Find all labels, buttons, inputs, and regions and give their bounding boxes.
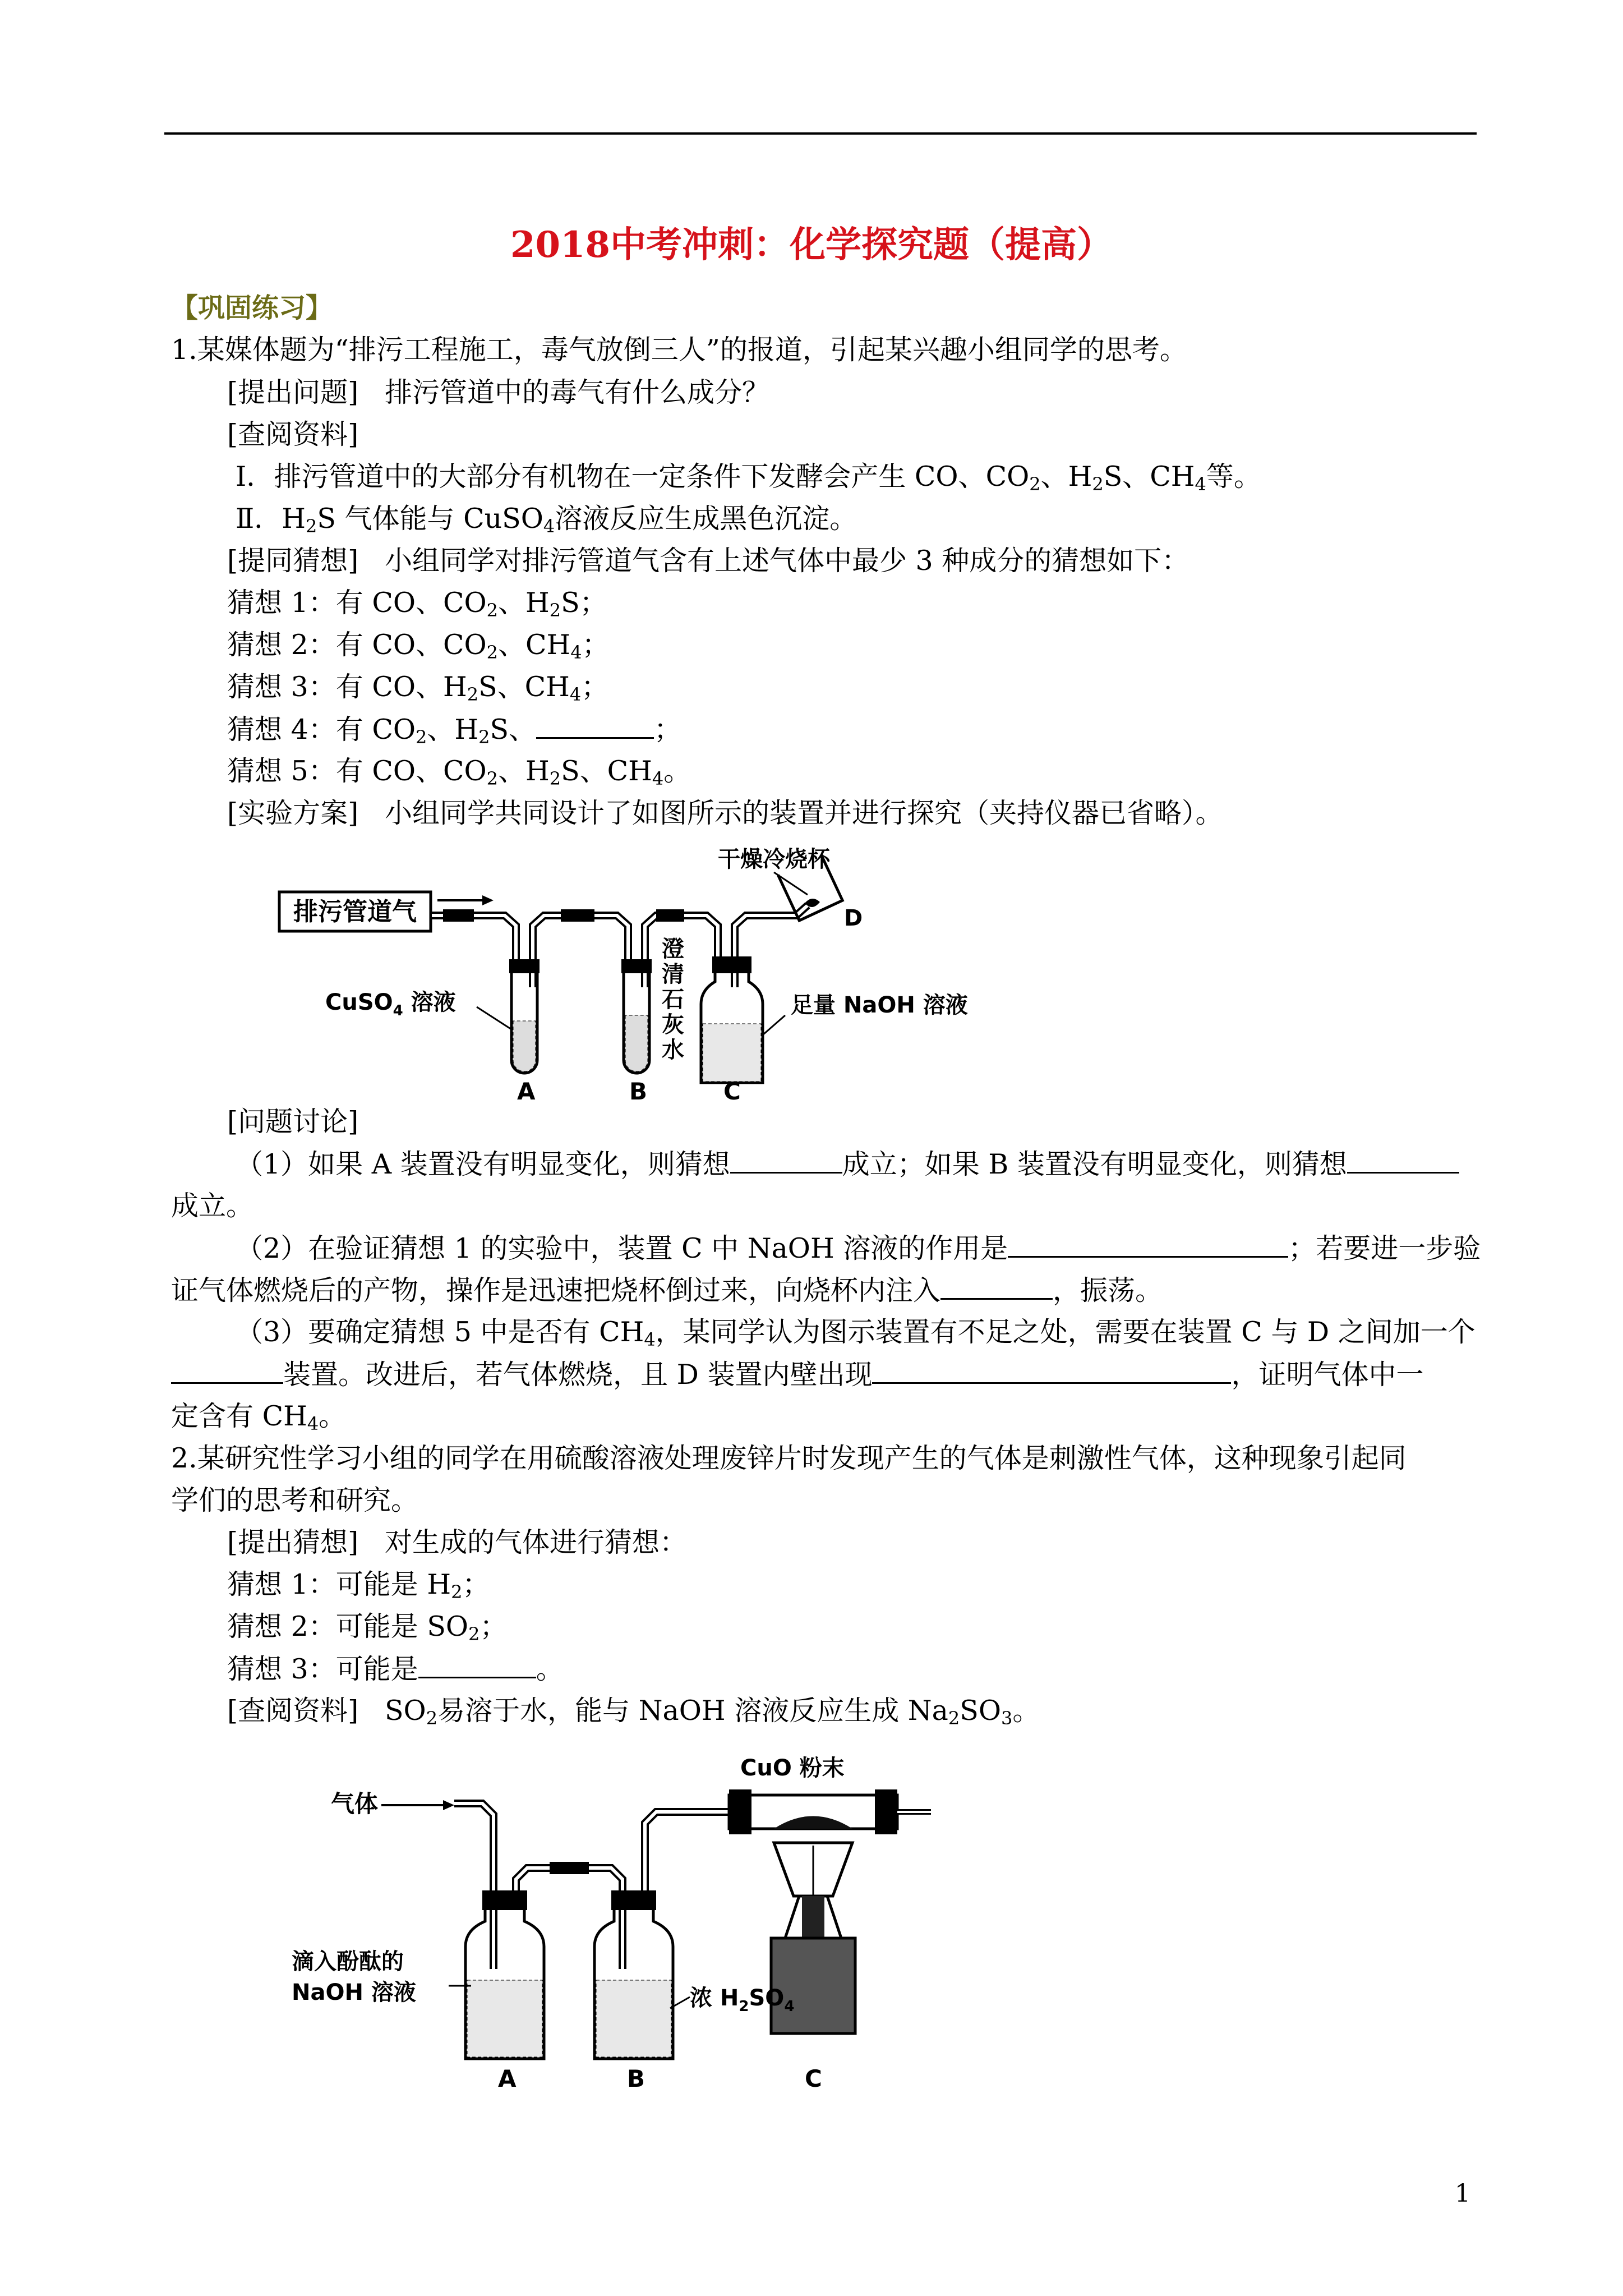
q1-guess-2: 猜想 2：有 CO、$CO_2$、$CH_4$； (227, 629, 610, 663)
q2-stem: 2.某研究性学习小组的同学在用硫酸溶液处理废锌片时发现产生的气体是刺激性气体，这种现象引起同 (171, 1442, 1407, 1474)
answer-blank[interactable] (940, 1273, 1053, 1300)
q1-discussion-3-end: 定含有 $CH_4$。 (171, 1400, 347, 1434)
q1-discussion-1: （1）如果 A 装置没有明显变化，则猜想 成立；如果 B 装置没有明显变化，则猜想 (236, 1147, 1459, 1181)
page-number: 1 (1455, 2179, 1470, 2208)
pipe-a-b (533, 915, 628, 987)
q1-ask: [提出问题] 排污管道中的毒气有什么成分？ (227, 376, 769, 408)
limewater-char: 石 (662, 987, 684, 1013)
pipe-in (432, 915, 516, 970)
answer-blank[interactable] (418, 1652, 536, 1678)
naoh-label-line1: 滴入酚酞的 (292, 1949, 404, 1975)
stopper-b (621, 959, 652, 973)
answer-blank[interactable] (171, 1358, 283, 1384)
pipe-in (454, 1803, 494, 1969)
cuo-label: CuO 粉末 (740, 1755, 845, 1781)
gas-source-label: 排污管道气 (293, 898, 417, 926)
figure-2-apparatus (280, 1733, 1009, 2092)
pipe-b-c (645, 1812, 729, 1902)
label-c: C (805, 2065, 822, 2092)
q1-discussion-1-cont: 成立。 (171, 1190, 254, 1222)
label-d: D (844, 905, 863, 931)
stopper-a (509, 959, 540, 973)
stopper-a (482, 1890, 527, 1910)
stopper-b (611, 1890, 656, 1910)
q1-guess-1: 猜想 1：有 CO、$CO_2$、$H_2S$； (227, 587, 607, 621)
limewater-char: 灰 (662, 1012, 684, 1038)
limewater-char: 澄 (662, 936, 684, 962)
q2-guess-1: 猜想 1：可能是 $H_2$； (227, 1568, 490, 1603)
gas-label: 气体 (331, 1790, 379, 1818)
q1-discussion-2: （2）在验证猜想 1 的实验中，装置 C 中 NaOH 溶液的作用是 ；若要进一步验 (236, 1232, 1481, 1264)
q1-stem: 1.某媒体题为“排污工程施工，毒气放倒三人”的报道，引起某兴趣小组同学的思考。 (171, 334, 1187, 366)
q1-plan: [实验方案] 小组同学共同设计了如图所示的装置并进行探究（夹持仪器已省略）。 (227, 797, 1223, 829)
q1-ref-1: Ⅰ．排污管道中的大部分有机物在一定条件下发酵会产生 CO、$CO_2$、$H_2S$、$CH_4$等。 (236, 461, 1261, 495)
q1-discussion-2-cont: 证气体燃烧后的产物，操作是迅速把烧杯倒过来，向烧杯内注入 ，振荡。 (171, 1274, 1163, 1306)
dry-beaker-label: 干燥冷烧杯 (718, 846, 830, 872)
q2-guess: [提出猜想] 对生成的气体进行猜想： (227, 1526, 687, 1558)
answer-blank[interactable] (872, 1358, 1231, 1384)
answer-blank[interactable] (730, 1147, 842, 1174)
q1-discussion-tag: [问题讨论] (227, 1106, 359, 1138)
q1-ref-2: Ⅱ．$H_2S$ 气体能与 CuSO$_4$溶液反应生成黑色沉淀。 (236, 503, 857, 537)
label-a: A (517, 1078, 536, 1105)
q2-stem-cont: 学们的思考和研究。 (171, 1484, 419, 1516)
label-b: B (629, 1078, 648, 1105)
label-c: C (723, 1078, 741, 1105)
answer-blank[interactable] (1008, 1231, 1288, 1258)
figure-1-apparatus (269, 841, 1009, 1105)
limewater-char: 水 (662, 1037, 684, 1063)
stopper-c (712, 956, 751, 973)
q1-guess-4: 猜想 4：有 $CO_2$、$H_2S$、 ； (227, 714, 682, 748)
q1-guess-3: 猜想 3：有 CO、$H_2S$、$CH_4$； (227, 671, 609, 705)
q1-ref-tag: [查阅资料] (227, 418, 359, 450)
header-rule (164, 132, 1477, 135)
answer-blank[interactable] (1347, 1147, 1459, 1174)
q2-guess-2: 猜想 2：可能是 $SO_2$； (227, 1611, 508, 1645)
page-title: 2018中考冲刺：化学探究题（提高） (510, 224, 1113, 266)
cuso4-label: CuSO$_4$ 溶液 (325, 990, 456, 1019)
naoh-label: 足量 NaOH 溶液 (791, 992, 968, 1018)
q1-guess-5: 猜想 5：有 CO、$CO_2$、$H_2S$、$CH_4$。 (227, 755, 691, 789)
q1-discussion-3: （3）要确定猜想 5 中是否有 $CH_4$，某同学认为图示装置有不足之处，需要在装置 C 与 D 之间加一个 (236, 1316, 1476, 1350)
label-a: A (498, 2065, 517, 2092)
pipe-a-b (516, 1868, 623, 1969)
cuo-powder (774, 1816, 852, 1829)
limewater-char: 清 (662, 961, 684, 987)
q2-ref: [查阅资料] $SO_2$易溶于水，能与 NaOH 溶液反应生成 $Na_2SO_3$。 (227, 1695, 1040, 1729)
section-heading: 【巩固练习】 (171, 292, 333, 324)
q1-guess: [提同猜想] 小组同学对排污管道气含有上述气体中最少 3 种成分的猜想如下： (227, 545, 1189, 577)
q2-guess-3: 猜想 3：可能是 。 (227, 1653, 564, 1685)
q1-discussion-3-cont: 装置。改进后，若气体燃烧，且 D 装置内壁出现 ，证明气体中一 (171, 1358, 1423, 1392)
answer-blank[interactable] (536, 712, 654, 739)
naoh-label-line2: NaOH 溶液 (292, 1980, 416, 2005)
h2so4-label: 浓 $H_2SO_4$ (690, 1985, 795, 2015)
label-b: B (627, 2065, 645, 2092)
